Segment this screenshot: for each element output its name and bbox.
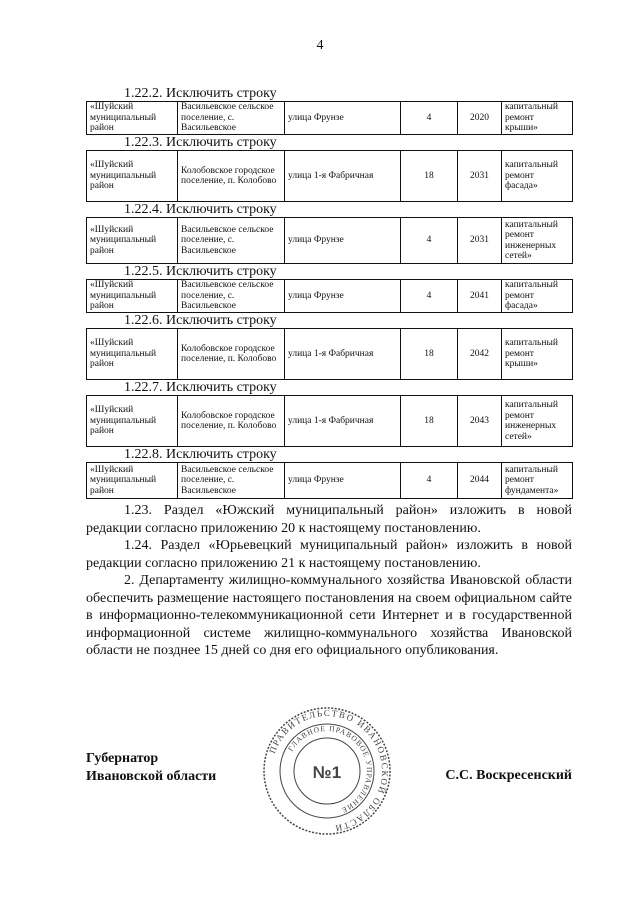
- cell-street: улица 1-я Фабричная: [285, 396, 401, 447]
- signatory-name: С.С. Воскресенский: [445, 768, 572, 783]
- cell-house: 4: [401, 218, 458, 264]
- cell-settlement: Васильевское сельское поселение, с. Васильевское: [178, 463, 285, 499]
- cell-settlement: Васильевское сельское поселение, с. Васильевское: [178, 280, 285, 313]
- cell-year: 2043: [458, 396, 502, 447]
- seal-inner-text: ГЛАВНОЕ ПРАВОВОЕ УПРАВЛЕНИЕ: [285, 723, 375, 816]
- cell-work: капитальный ремонт крыши»: [502, 102, 573, 135]
- cell-settlement: Колобовское городское поселение, п. Колобово: [178, 151, 285, 202]
- item-heading: 1.22.8. Исключить строку: [124, 447, 277, 462]
- excluded-row-table: [86, 462, 573, 499]
- signatory-title-line2: Ивановской области: [86, 768, 217, 784]
- paragraph-1-24: 1.24. Раздел «Юрьевецкий муниципальный район» изложить в новой редакции согласно приложению 21 к настоящему постановлению.: [86, 538, 572, 571]
- cell-house: 18: [401, 396, 458, 447]
- item-heading: 1.22.5. Исключить строку: [124, 264, 277, 279]
- cell-street: улица Фрунзе: [285, 280, 401, 313]
- cell-street: улица 1-я Фабричная: [285, 329, 401, 380]
- cell-district: «Шуйский муниципальный район: [87, 102, 178, 135]
- cell-district: «Шуйский муниципальный район: [87, 329, 178, 380]
- cell-street: улица Фрунзе: [285, 463, 401, 499]
- item-heading: 1.22.6. Исключить строку: [124, 313, 277, 328]
- document-body: [86, 86, 572, 660]
- cell-house: 18: [401, 329, 458, 380]
- cell-settlement: Васильевское сельское поселение, с. Васильевское: [178, 218, 285, 264]
- signature-block: [86, 750, 572, 810]
- cell-work: капитальный ремонт инженерных сетей»: [502, 218, 573, 264]
- seal-number: №1: [312, 763, 342, 782]
- cell-district: «Шуйский муниципальный район: [87, 151, 178, 202]
- paragraph-2: 2. Департаменту жилищно-коммунального хозяйства Ивановской области обеспечить размещение настоящего постановления на своем официальном сайте в информационно-телекоммуникационной сети Интернет и в государственной информационной системе жилищно-коммунального хозяйства Ивановской области не позднее 15 дней со дня его официального опубликования.: [86, 573, 572, 658]
- cell-settlement: Колобовское городское поселение, п. Колобово: [178, 396, 285, 447]
- cell-year: 2031: [458, 218, 502, 264]
- excluded-row-table: [86, 101, 573, 135]
- cell-work: капитальный ремонт крыши»: [502, 329, 573, 380]
- cell-street: улица Фрунзе: [285, 218, 401, 264]
- cell-year: 2041: [458, 280, 502, 313]
- cell-year: 2020: [458, 102, 502, 135]
- item-heading: 1.22.7. Исключить строку: [124, 380, 277, 395]
- cell-year: 2042: [458, 329, 502, 380]
- cell-district: «Шуйский муниципальный район: [87, 280, 178, 313]
- cell-settlement: Васильевское сельское поселение, с. Васильевское: [178, 102, 285, 135]
- excluded-row-table: [86, 328, 573, 380]
- cell-house: 4: [401, 280, 458, 313]
- excluded-row-table: [86, 150, 573, 202]
- item-heading: 1.22.4. Исключить строку: [124, 202, 277, 217]
- cell-district: «Шуйский муниципальный район: [87, 463, 178, 499]
- paragraph-1-23: 1.23. Раздел «Южский муниципальный район» изложить в новой редакции согласно приложению 20 к настоящему постановлению.: [86, 503, 572, 536]
- excluded-row-table: [86, 279, 573, 313]
- cell-district: «Шуйский муниципальный район: [87, 218, 178, 264]
- cell-year: 2031: [458, 151, 502, 202]
- cell-house: 4: [401, 102, 458, 135]
- cell-work: капитальный ремонт инженерных сетей»: [502, 396, 573, 447]
- item-heading: 1.22.2. Исключить строку: [124, 86, 277, 101]
- page-number: 4: [316, 38, 324, 53]
- cell-work: капитальный ремонт фундамента»: [502, 463, 573, 499]
- cell-house: 18: [401, 151, 458, 202]
- seal-outer-text: ПРАВИТЕЛЬСТВО ИВАНОВСКОЙ ОБЛАСТИ: [267, 707, 391, 834]
- cell-year: 2044: [458, 463, 502, 499]
- excluded-row-table: [86, 217, 573, 264]
- cell-settlement: Колобовское городское поселение, п. Колобово: [178, 329, 285, 380]
- excluded-row-table: [86, 395, 573, 447]
- cell-district: «Шуйский муниципальный район: [87, 396, 178, 447]
- cell-work: капитальный ремонт фасада»: [502, 280, 573, 313]
- signatory-title-line1: Губернатор: [86, 751, 159, 766]
- item-heading: 1.22.3. Исключить строку: [124, 135, 277, 150]
- cell-work: капитальный ремонт фасада»: [502, 151, 573, 202]
- cell-house: 4: [401, 463, 458, 499]
- cell-street: улица 1-я Фабричная: [285, 151, 401, 202]
- signatory-title: [86, 750, 216, 785]
- cell-street: улица Фрунзе: [285, 102, 401, 135]
